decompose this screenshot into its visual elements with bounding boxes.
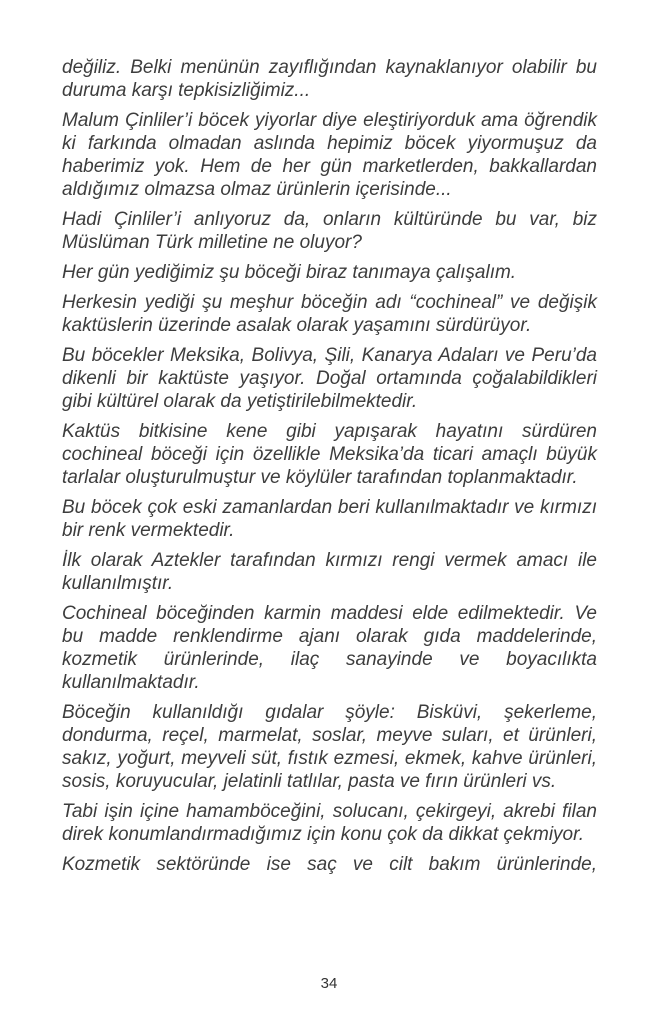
paragraph: Tabi işin içine hamamböceğini, solucanı, çekirgeyi, akrebi filan direk konumlandırmadığımız için konu çok da dikkat çekmiyor. — [62, 801, 597, 845]
paragraph: Her gün yediğimiz şu böceği biraz tanımaya çalışalım. — [62, 262, 517, 283]
paragraph: Kaktüs bitkisine kene gibi yapışarak hayatını sürdüren cochineal böceği için özellikle Meksika’da ticari amaçlı büyük tarlalar oluşturulmuştur ve köylüler tarafından toplanmaktadır. — [62, 421, 597, 488]
paragraph: değiliz. Belki menünün zayıflığından kaynaklanıyor olabilir bu duruma karşı tepkisizliğimiz... — [62, 57, 597, 101]
paragraph: Bu böcek çok eski zamanlardan beri kullanılmaktadır ve kırmızı bir renk vermektedir. — [62, 497, 597, 541]
paragraph: Cochineal böceğinden karmin maddesi elde edilmektedir. Ve bu madde renklendirme ajanı olarak gıda maddelerinde, kozmetik ürünlerinde, ilaç sanayinde ve boyacılıkta kullanılmaktadır. — [62, 603, 597, 693]
paragraph: İlk olarak Aztekler tarafından kırmızı rengi vermek amacı ile kullanılmıştır. — [62, 550, 597, 594]
paragraph: Böceğin kullanıldığı gıdalar şöyle: Bisküvi, şekerleme, dondurma, reçel, marmelat, soslar, meyve suları, et ürünleri, sakız, yoğurt, meyveli süt, fıstık ezmesi, ekmek, kahve ürünleri, sosis, koruyucular, jelatinli tatlılar, pasta ve fırın ürünleri vs. — [62, 702, 597, 792]
paragraph-continued-on-next-page: Kozmetik sektöründe ise saç ve cilt bakım ürünlerinde, — [62, 854, 597, 875]
page-number: 34 — [320, 975, 338, 992]
paragraph: Bu böcekler Meksika, Bolivya, Şili, Kanarya Adaları ve Peru’da dikenli bir kaktüste yaşıyor. Doğal ortamında çoğalabildikleri gibi kültürel olarak da yetiştirilebilmektedir. — [62, 345, 597, 412]
paragraph: Malum Çinliler’i böcek yiyorlar diye eleştiriyorduk ama öğrendik ki farkında olmadan aslında hepimiz böcek yiyormuşuz da haberimiz yok. Hem de her gün marketlerden, bakkallardan aldığımız olmazsa olmaz ürünlerin içerisinde... — [62, 110, 597, 200]
body-text — [62, 56, 597, 883]
paragraph: Herkesin yediği şu meşhur böceğin adı “cochineal” ve değişik kaktüslerin üzerinde asalak olarak yaşamını sürdürüyor. — [62, 292, 597, 336]
paragraph: Hadi Çinliler’i anlıyoruz da, onların kültüründe bu var, biz Müslüman Türk milletine ne oluyor? — [62, 209, 597, 253]
